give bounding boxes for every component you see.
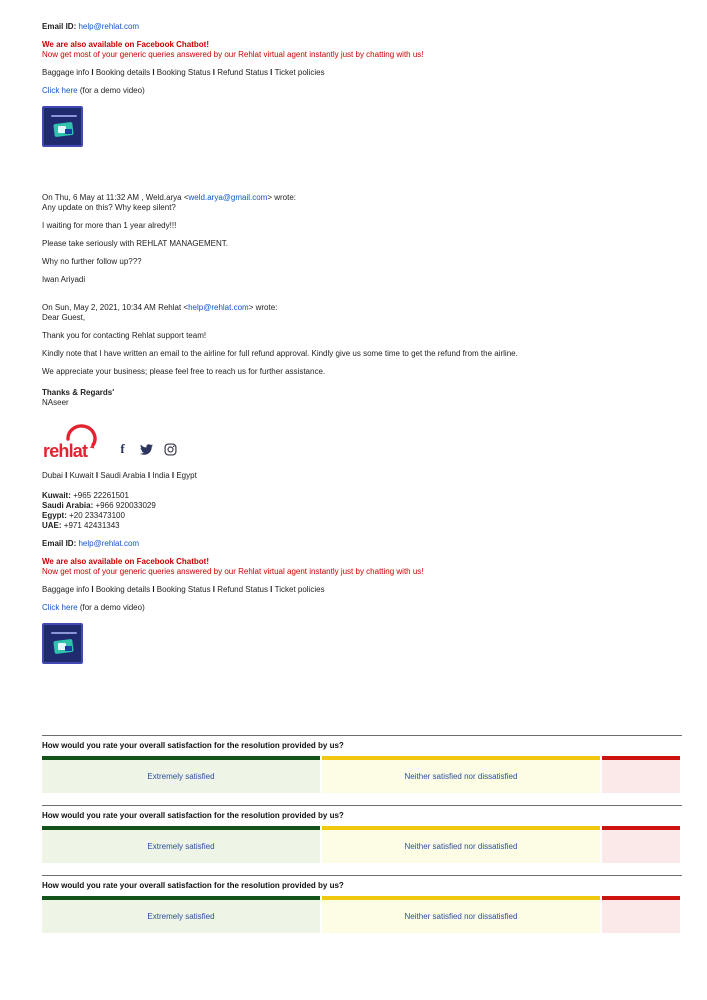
message-paragraph: Kindly note that I have written an email to the airline for full refund approval. Kindly give us some time to get the refund from the airline. (42, 349, 518, 358)
satisfaction-survey-block (42, 735, 682, 793)
divider (42, 735, 682, 736)
list-item: Ticket policies (274, 68, 325, 77)
message-paragraph: We appreciate your business; please feel free to reach us for further assistance. (42, 367, 326, 376)
phone-line: Saudi Arabia: +966 920033029 (42, 501, 156, 510)
list-separator: I (210, 585, 218, 594)
list-separator: I (169, 471, 177, 480)
phone-numbers (42, 491, 682, 531)
survey-option-neither-satisfied-nor-dissatisfied[interactable] (322, 826, 600, 863)
list-separator: I (145, 471, 153, 480)
divider (42, 805, 682, 806)
demo-video-line (42, 603, 682, 613)
message-paragraphs (42, 221, 682, 285)
email-link[interactable]: help@rehlat.com (78, 22, 140, 31)
list-item: India (152, 471, 170, 480)
demo-video-caption: (for a demo video) (79, 86, 145, 95)
survey-option-label: Neither satisfied nor dissatisfied (404, 841, 518, 851)
list-separator: I (89, 68, 96, 77)
click-here-link[interactable]: Click here (42, 86, 78, 95)
list-item: Dubai (42, 471, 63, 480)
survey-option-label: Extremely satisfied (147, 771, 215, 781)
services-list (42, 585, 682, 595)
list-separator: I (62, 471, 70, 480)
list-item: Ticket policies (274, 585, 325, 594)
survey-question: How would you rate your overall satisfaction for the resolution provided by us? (42, 811, 344, 820)
list-item: Booking Status (156, 585, 211, 594)
countries-list (42, 471, 682, 481)
list-item: Kuwait (69, 471, 94, 480)
chatbot-subline: Now get most of your generic queries answered by our Rehlat virtual agent instantly just by chatting with us! (42, 567, 424, 576)
phone-line: Kuwait: +965 22261501 (42, 491, 129, 500)
chatbot-headline: We are also available on Facebook Chatbot! (42, 557, 210, 566)
list-item: Egypt (176, 471, 197, 480)
message-paragraph: Iwan Ariyadi (42, 275, 86, 284)
email-id-label: Email ID: (42, 22, 77, 31)
chatbot-headline: We are also available on Facebook Chatbot! (42, 40, 210, 49)
quote-header: On Thu, 6 May at 11:32 AM , Weld.arya <weld.arya@gmail.com> wrote: (42, 193, 297, 202)
support-email-link[interactable]: help@rehlat.com (188, 303, 249, 312)
footer-brand-row (42, 424, 682, 464)
survey-option-dissatisfied[interactable] (602, 756, 680, 793)
phone-line: UAE: +971 42431343 (42, 521, 120, 530)
survey-option-dissatisfied[interactable] (602, 896, 680, 933)
list-item: Refund Status (217, 585, 268, 594)
list-item: Booking details (95, 585, 151, 594)
satisfaction-survey-area (42, 735, 682, 933)
list-item: Booking details (95, 68, 151, 77)
survey-question: How would you rate your overall satisfaction for the resolution provided by us? (42, 741, 344, 750)
chatbot-notice (42, 557, 682, 577)
list-separator: I (89, 585, 96, 594)
survey-option-extremely-satisfied[interactable] (42, 896, 320, 933)
list-item: Saudi Arabia (100, 471, 146, 480)
sender-email-link[interactable]: weld.arya@gmail.com (188, 193, 268, 202)
divider (42, 875, 682, 876)
facebook-icon[interactable]: f (120, 441, 125, 456)
instagram-icon[interactable] (164, 443, 177, 456)
email-id-line (42, 22, 682, 32)
services-list (42, 68, 682, 78)
chatbot-notice (42, 40, 682, 60)
survey-options-row (42, 896, 682, 933)
logo-text: rehlat (43, 441, 88, 461)
quote-header: On Sun, May 2, 2021, 10:34 AM Rehlat <help@rehlat.com> wrote: (42, 303, 278, 312)
thumbnail-caption-bar (51, 632, 77, 634)
message-paragraph: Please take seriously with REHLAT MANAGEMENT. (42, 239, 228, 248)
list-separator: I (150, 68, 157, 77)
click-here-link[interactable]: Click here (42, 603, 78, 612)
survey-options-row (42, 826, 682, 863)
survey-option-neither-satisfied-nor-dissatisfied[interactable] (322, 756, 600, 793)
survey-option-label: Extremely satisfied (147, 841, 215, 851)
agent-name: NAseer (42, 398, 69, 407)
thumbnail-caption-bar (51, 115, 77, 117)
list-separator: I (210, 68, 218, 77)
survey-option-dissatisfied[interactable] (602, 826, 680, 863)
survey-option-label: Extremely satisfied (147, 911, 215, 921)
survey-option-extremely-satisfied[interactable] (42, 826, 320, 863)
survey-option-neither-satisfied-nor-dissatisfied[interactable] (322, 896, 600, 933)
list-item: Baggage info (42, 585, 90, 594)
email-id-line (42, 539, 682, 549)
chatbot-subline: Now get most of your generic queries answered by our Rehlat virtual agent instantly just by chatting with us! (42, 50, 424, 59)
message-paragraph: Why no further follow up??? (42, 257, 142, 266)
email-id-label: Email ID: (42, 539, 77, 548)
email-link[interactable]: help@rehlat.com (78, 539, 140, 548)
demo-video-line (42, 86, 682, 96)
survey-option-extremely-satisfied[interactable] (42, 756, 320, 793)
survey-question: How would you rate your overall satisfaction for the resolution provided by us? (42, 881, 344, 890)
list-separator: I (93, 471, 101, 480)
message-line: Dear Guest, (42, 313, 86, 322)
rehlat-logo (42, 424, 106, 464)
list-item: Baggage info (42, 68, 90, 77)
list-separator: I (150, 585, 157, 594)
message-paragraph: Thank you for contacting Rehlat support team! (42, 331, 207, 340)
chatbot-video-thumbnail[interactable] (42, 106, 83, 147)
signoff: Thanks & Regards' (42, 388, 115, 397)
satisfaction-survey-block (42, 875, 682, 933)
survey-option-label: Neither satisfied nor dissatisfied (404, 771, 518, 781)
message-line: Any update on this? Why keep silent? (42, 203, 176, 212)
phone-line: Egypt: +20 233473100 (42, 511, 125, 520)
message-paragraph: I waiting for more than 1 year alredy!!! (42, 221, 177, 230)
social-icons (116, 443, 177, 456)
quoted-message-customer (42, 193, 682, 285)
demo-video-caption: (for a demo video) (79, 603, 145, 612)
list-separator: I (267, 68, 275, 77)
message-paragraphs (42, 331, 682, 377)
list-item: Booking Status (156, 68, 211, 77)
satisfaction-survey-block (42, 805, 682, 863)
chatbot-video-thumbnail[interactable] (42, 623, 83, 664)
twitter-icon[interactable] (140, 443, 153, 456)
survey-options-row (42, 756, 682, 793)
quoted-message-support (42, 303, 682, 408)
survey-option-label: Neither satisfied nor dissatisfied (404, 911, 518, 921)
list-item: Refund Status (217, 68, 268, 77)
list-separator: I (267, 585, 275, 594)
